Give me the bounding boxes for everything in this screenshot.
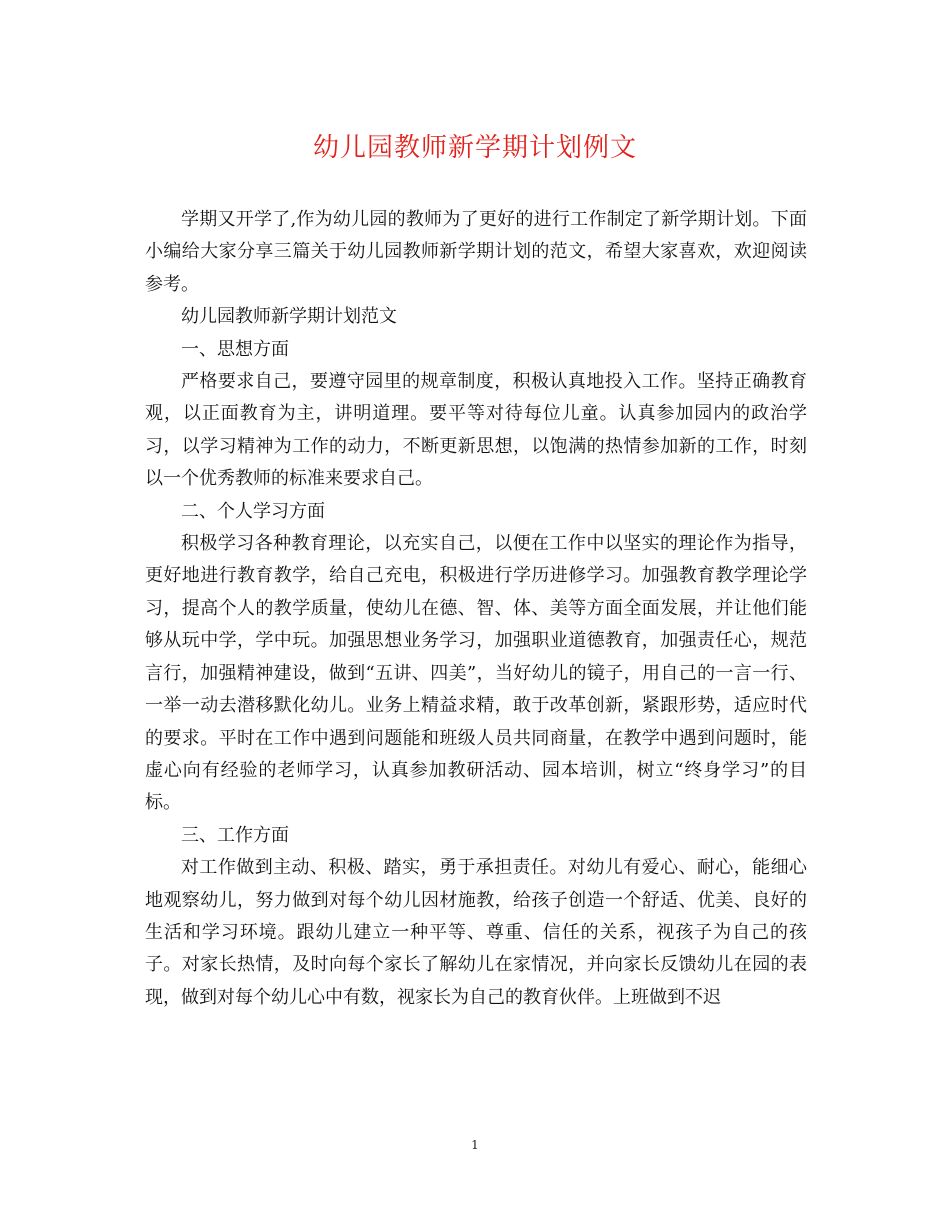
page-number: 1 — [471, 1138, 479, 1152]
document-title: 幼儿园教师新学期计划例文 — [312, 133, 637, 163]
section-heading-work: 三、工作方面 — [181, 824, 289, 846]
section-heading-study: 二、个人学习方面 — [181, 500, 325, 522]
document-body — [145, 204, 807, 1014]
paragraph-work: 对工作做到主动、积极、踏实，勇于承担责任。对幼儿有爱心、耐心，能细心地观察幼儿，努力做到对每个幼儿因材施教，给孩子创造一个舒适、优美、良好的生活和学习环境。跟幼儿建立一种平等、尊重、信任的关系，视孩子为自己的孩子。对家长热情，及时向每个家长了解幼儿在家情况，并向家长反馈幼儿在园的表现，做到对每个幼儿心中有数，视家长为自己的教育伙伴。上班做到不迟 — [145, 857, 807, 1008]
paragraph-study: 积极学习各种教育理论，以充实自己，以便在工作中以坚实的理论作为指导，更好地进行教育教学，给自己充电，积极进行学历进修学习。加强教育教学理论学习，提高个人的教学质量，使幼儿在德、智、体、美等方面全面发展，并让他们能够从玩中学，学中玩。加强思想业务学习，加强职业道德教育，加强责任心，规范言行，加强精神建设，做到“五讲、四美”，当好幼儿的镜子，用自己的一言一行、一举一动去潜移默化幼儿。业务上精益求精，敢于改革创新，紧跟形势，适应时代的要求。平时在工作中遇到问题能和班级人员共同商量，在教学中遇到问题时，能虚心向有经验的老师学习，认真参加教研活动、园本培训，树立“终身学习”的目标。 — [145, 533, 807, 814]
intro-paragraph: 学期又开学了,作为幼儿园的教师为了更好的进行工作制定了新学期计划。下面小编给大家分享三篇关于幼儿园教师新学期计划的范文，希望大家喜欢，欢迎阅读参考。 — [145, 209, 807, 295]
section-heading-thought: 一、思想方面 — [181, 338, 289, 360]
paragraph-thought: 严格要求自己，要遵守园里的规章制度，积极认真地投入工作。坚持正确教育观，以正面教育为主，讲明道理。要平等对待每位儿童。认真参加园内的政治学习，以学习精神为工作的动力，不断更新思想，以饱满的热情参加新的工作，时刻以一个优秀教师的标准来要求自己。 — [145, 371, 807, 490]
section-heading-sample: 幼儿园教师新学期计划范文 — [181, 306, 397, 328]
